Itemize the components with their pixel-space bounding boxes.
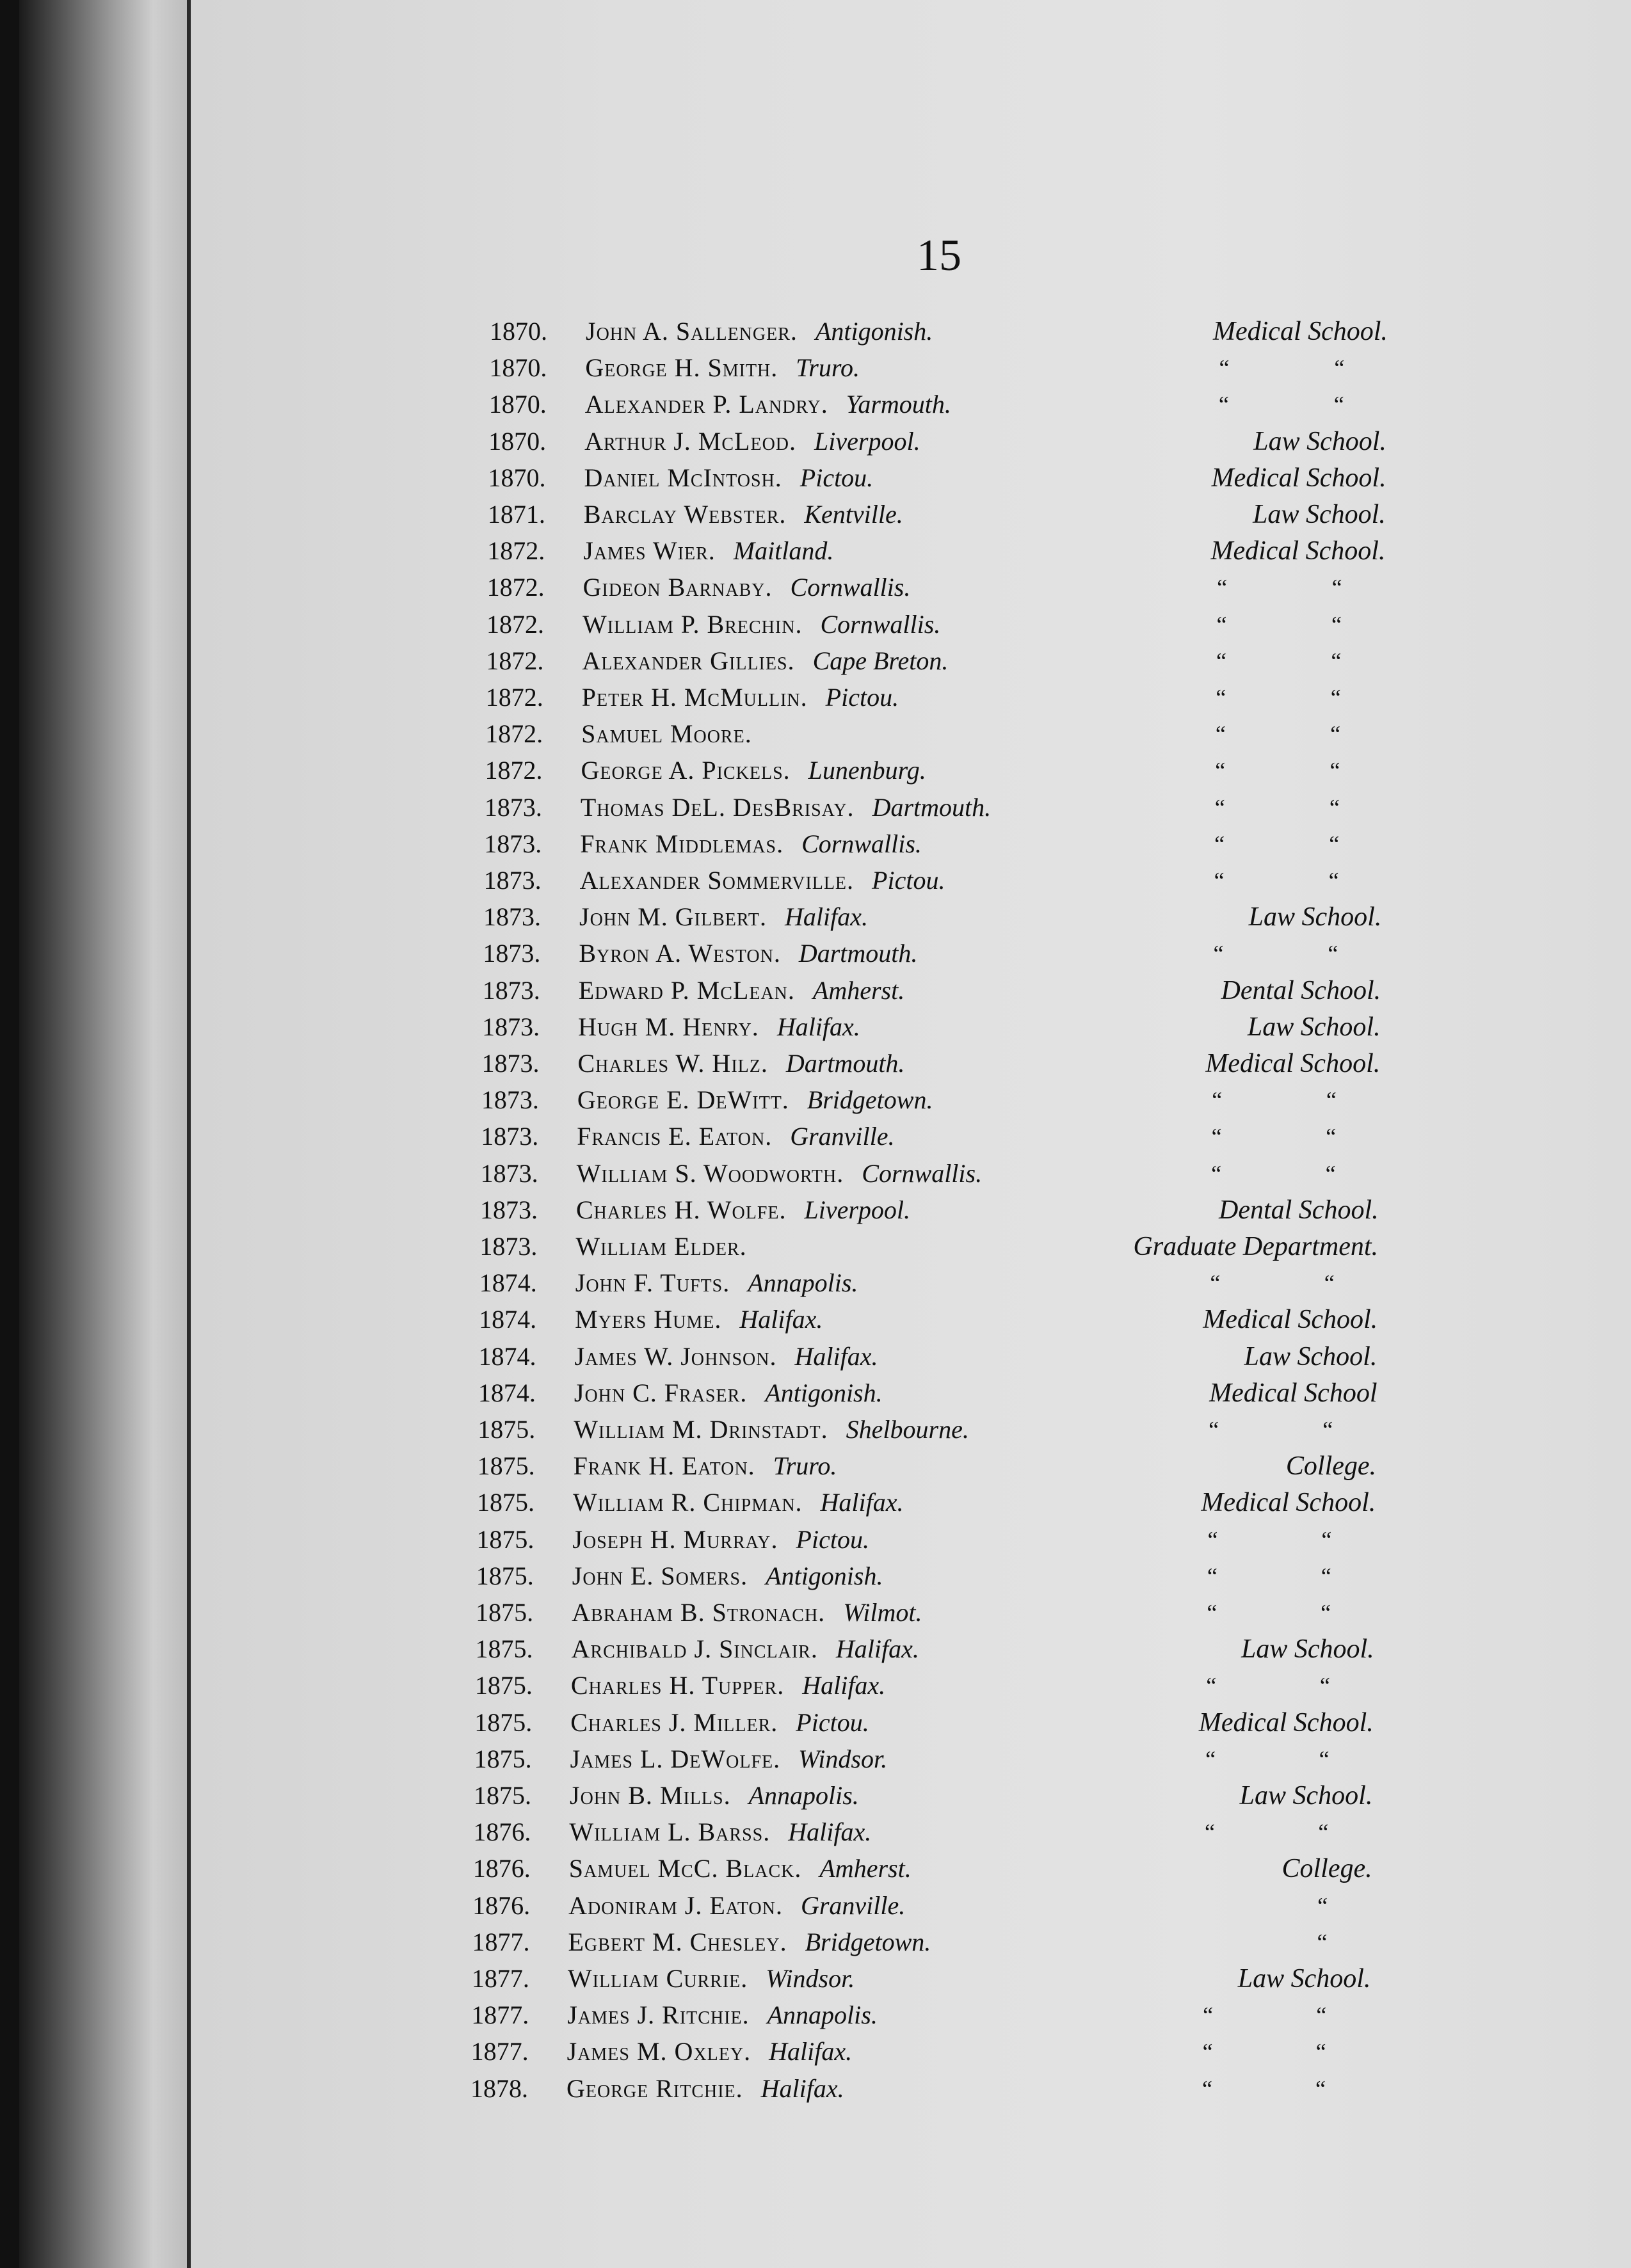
- ditto-mark: “: [1326, 1124, 1337, 1150]
- entry-place: Pictou.: [796, 1524, 869, 1554]
- ditto-mark: “: [1330, 685, 1341, 710]
- list-item: [471, 1997, 1431, 2033]
- ditto-mark: “: [1207, 1563, 1217, 1589]
- entry-year: 1873.: [482, 1012, 540, 1041]
- entry-name: William Currie. Windsor.: [567, 1964, 855, 1993]
- ditto-mark: “: [1321, 1526, 1332, 1553]
- ditto-mark: “: [1322, 1417, 1333, 1442]
- entry-year: 1873.: [481, 1085, 539, 1115]
- list-item: [483, 973, 1443, 1009]
- list-item: [473, 1851, 1433, 1887]
- entry-place: Truro.: [773, 1451, 837, 1481]
- list-item: [472, 1888, 1433, 1924]
- entry-place: Dartmouth.: [785, 1049, 905, 1078]
- entry-name: William R. Chipman. Halifax.: [573, 1488, 904, 1517]
- list-item: [480, 1192, 1440, 1228]
- entry-school: Dental School.: [1221, 975, 1381, 1005]
- list-item: [484, 826, 1444, 862]
- entry-place: Cape Breton.: [812, 646, 949, 675]
- entry-name: James J. Ritchie. Annapolis.: [567, 2000, 878, 2030]
- list-item: [476, 1558, 1436, 1594]
- entry-year: 1874.: [479, 1268, 537, 1298]
- entry-place: Annapolis.: [748, 1781, 859, 1810]
- entry-school: Law School.: [1253, 500, 1386, 529]
- entry-year: 1870.: [488, 390, 547, 419]
- entry-year: 1875.: [476, 1524, 534, 1554]
- entry-place: Granville.: [790, 1122, 895, 1151]
- left-page-edge: [19, 0, 187, 2268]
- ditto-mark: “: [1329, 794, 1340, 820]
- list-item: [478, 1448, 1438, 1484]
- entry-year: 1875.: [476, 1598, 534, 1627]
- entry-name: William L. Barss. Halifax.: [569, 1817, 872, 1847]
- entry-place: Amherst.: [819, 1854, 912, 1883]
- entry-year: 1872.: [485, 756, 543, 785]
- entry-year: 1874.: [479, 1305, 537, 1334]
- ditto-mark: “: [1207, 1600, 1217, 1625]
- entry-place: Liverpool.: [814, 426, 920, 456]
- entry-name: Alexander P. Landry. Yarmouth.: [584, 390, 951, 419]
- entry-name: John F. Tufts. Annapolis.: [575, 1268, 858, 1298]
- entry-year: 1870.: [488, 463, 546, 492]
- ditto-mark: “: [1331, 611, 1342, 637]
- entry-name: Egbert M. Chesley. Bridgetown.: [568, 1927, 931, 1956]
- entry-place: Halifax.: [776, 1012, 860, 1041]
- list-item: [483, 936, 1443, 971]
- entry-year: 1873.: [483, 939, 541, 968]
- entry-name: John B. Mills. Annapolis.: [570, 1781, 859, 1810]
- entry-name: James W. Johnson. Halifax.: [574, 1341, 878, 1371]
- entry-year: 1875.: [476, 1561, 534, 1590]
- entry-place: Halifax.: [788, 1817, 872, 1847]
- list-item: [479, 1265, 1440, 1301]
- entry-name: Barclay Webster. Kentville.: [583, 500, 903, 529]
- entry-year: 1875.: [474, 1671, 533, 1700]
- list-item: [486, 680, 1446, 715]
- ditto-mark: “: [1318, 1819, 1329, 1846]
- entry-place: Maitland.: [733, 536, 834, 566]
- ditto-mark: “: [1321, 1600, 1331, 1625]
- entry-school: Law School.: [1237, 1964, 1371, 1993]
- ditto-mark: “: [1331, 648, 1342, 674]
- entry-place: Halifax.: [739, 1305, 823, 1334]
- entry-place: Halifax.: [760, 2073, 844, 2103]
- list-item: [481, 1156, 1441, 1192]
- entry-name: Joseph H. Murray. Pictou.: [572, 1524, 869, 1554]
- entry-place: Antigonish.: [766, 1561, 883, 1590]
- entry-year: 1873.: [479, 1232, 538, 1261]
- entry-school: Medical School.: [1211, 463, 1386, 493]
- entry-school: Medical School: [1209, 1378, 1378, 1408]
- entry-place: Pictou.: [796, 1707, 869, 1737]
- entry-school: Dental School.: [1219, 1195, 1379, 1225]
- list-item: [479, 1302, 1439, 1338]
- entry-year: 1872.: [485, 719, 543, 749]
- entry-name: Peter H. McMullin. Pictou.: [581, 683, 899, 712]
- entry-place: Halifax.: [769, 2037, 853, 2066]
- ditto-mark: “: [1212, 1087, 1223, 1114]
- entry-school: Medical School.: [1210, 536, 1386, 566]
- entry-year: 1870.: [489, 353, 547, 383]
- entry-year: 1875.: [474, 1744, 532, 1773]
- entry-place: Dartmouth.: [798, 939, 918, 968]
- list-item: [485, 716, 1445, 752]
- entry-school: Law School.: [1239, 1781, 1373, 1810]
- entry-name: Frank Middlemas. Cornwallis.: [580, 829, 922, 858]
- entry-school: Law School.: [1248, 902, 1382, 932]
- entry-year: 1875.: [474, 1781, 531, 1810]
- ditto-mark: “: [1319, 1746, 1330, 1772]
- entry-year: 1874.: [478, 1341, 536, 1371]
- entry-school: Law School.: [1241, 1634, 1374, 1665]
- entry-year: 1877.: [472, 1927, 530, 1956]
- entry-name: William P. Brechin. Cornwallis.: [582, 609, 941, 639]
- list-item: [478, 1375, 1438, 1411]
- entry-year: 1873.: [483, 866, 542, 895]
- ditto-mark: “: [1214, 868, 1225, 893]
- entry-name: Charles J. Miller. Pictou.: [570, 1707, 869, 1737]
- entry-place: Pictou.: [825, 683, 899, 712]
- entry-name: John A. Sallenger. Antigonish.: [586, 317, 933, 346]
- ditto-mark: “: [1328, 868, 1339, 893]
- entry-year: 1872.: [485, 683, 543, 712]
- entry-year: 1870.: [490, 317, 547, 346]
- ditto-mark: “: [1219, 355, 1230, 381]
- list-item: [474, 1705, 1434, 1741]
- entry-school: Medical School.: [1213, 317, 1388, 346]
- entry-place: Halifax.: [794, 1341, 878, 1371]
- entry-place: Halifax.: [820, 1488, 904, 1517]
- entry-school: Medical School.: [1201, 1488, 1376, 1518]
- entry-name: William Elder.: [575, 1232, 747, 1261]
- ditto-mark: “: [1214, 794, 1225, 820]
- entry-place: Wilmot.: [843, 1598, 922, 1627]
- entry-year: 1875.: [474, 1707, 533, 1737]
- entry-place: Shelbourne.: [846, 1415, 969, 1444]
- list-item: [486, 643, 1446, 679]
- list-item: [489, 350, 1449, 386]
- entry-year: 1873.: [480, 1195, 538, 1224]
- entry-place: Granville.: [800, 1890, 906, 1920]
- entry-place: Kentville.: [804, 500, 903, 529]
- entry-name: Byron A. Weston. Dartmouth.: [579, 939, 918, 968]
- list-item: [472, 1961, 1432, 1997]
- entry-year: 1873.: [482, 975, 540, 1005]
- ditto-mark: “: [1217, 575, 1228, 601]
- list-item: [488, 497, 1448, 532]
- entry-name: James M. Oxley. Halifax.: [566, 2037, 853, 2066]
- ditto-mark: “: [1324, 1270, 1335, 1297]
- ditto-mark: “: [1203, 2002, 1214, 2029]
- entry-place: Cornwallis.: [820, 609, 941, 639]
- entry-year: 1876.: [472, 1890, 531, 1920]
- entry-year: 1872.: [486, 609, 544, 639]
- list-item: [472, 1924, 1433, 1960]
- ditto-mark: “: [1218, 392, 1229, 418]
- entry-name: George A. Pickels. Lunenburg.: [581, 756, 926, 785]
- entry-year: 1870.: [488, 426, 547, 456]
- entry-name: John E. Somers. Antigonish.: [572, 1561, 883, 1590]
- entry-place: Yarmouth.: [846, 390, 951, 419]
- ditto-mark: “: [1329, 831, 1340, 857]
- entry-place: Lunenburg.: [808, 756, 926, 785]
- entry-year: 1876.: [473, 1817, 531, 1847]
- list-item: [479, 1229, 1440, 1265]
- entry-name: George Ritchie. Halifax.: [566, 2073, 844, 2103]
- ditto-mark: “: [1216, 611, 1227, 637]
- ditto-mark: “: [1325, 1160, 1336, 1186]
- list-item: [487, 533, 1447, 569]
- entry-name: Gideon Barnaby. Cornwallis.: [582, 573, 911, 602]
- entry-year: 1875.: [477, 1488, 534, 1517]
- entry-name: Charles H. Wolfe. Liverpool.: [576, 1195, 911, 1224]
- entry-place: Annapolis.: [767, 2000, 878, 2030]
- entry-year: 1877.: [470, 2037, 529, 2066]
- list-item: [479, 1339, 1439, 1375]
- entry-name: George E. DeWitt. Bridgetown.: [577, 1085, 933, 1115]
- list-item: [470, 2071, 1431, 2107]
- ditto-mark: “: [1328, 941, 1338, 967]
- entry-year: 1875.: [475, 1634, 533, 1664]
- list-item: [487, 570, 1447, 605]
- ditto-mark: “: [1210, 1270, 1221, 1297]
- entry-place: Truro.: [796, 353, 860, 383]
- entry-place: Pictou.: [799, 463, 874, 492]
- entry-year: 1873.: [480, 1158, 538, 1188]
- list-item: [484, 863, 1444, 898]
- ditto-mark: “: [1333, 392, 1344, 418]
- list-item: [488, 424, 1449, 459]
- entry-year: 1873.: [484, 829, 542, 858]
- list-item: [476, 1631, 1436, 1667]
- entry-school: Law School.: [1247, 1012, 1381, 1042]
- list-item: [477, 1485, 1437, 1521]
- entry-name: Adoniram J. Eaton. Granville.: [568, 1890, 906, 1920]
- list-item: [474, 1741, 1434, 1777]
- entry-name: Charles H. Tupper. Halifax.: [570, 1671, 886, 1700]
- entry-year: 1871.: [487, 500, 545, 529]
- entry-name: William M. Drinstadt. Shelbourne.: [574, 1415, 969, 1444]
- entry-place: Cornwallis.: [790, 573, 911, 602]
- ditto-mark: “: [1211, 1160, 1222, 1186]
- entry-place: Halifax.: [835, 1634, 919, 1664]
- list-item: [488, 460, 1449, 496]
- ditto-mark: “: [1316, 2002, 1327, 2029]
- entry-name: Charles W. Hilz. Dartmouth.: [577, 1049, 905, 1078]
- entry-place: Pictou.: [872, 866, 945, 895]
- ditto-mark: “: [1202, 2039, 1213, 2065]
- entry-place: Dartmouth.: [872, 792, 992, 822]
- list-item: [482, 1009, 1442, 1045]
- entry-place: Windsor.: [766, 1964, 855, 1993]
- entry-year: 1873.: [481, 1122, 539, 1151]
- entry-school: Medical School.: [1203, 1305, 1378, 1335]
- entry-year: 1877.: [471, 1964, 529, 1993]
- entry-place: Bridgetown.: [805, 1927, 931, 1956]
- entry-place: Annapolis.: [748, 1268, 858, 1298]
- entry-place: Antigonish.: [815, 317, 933, 346]
- list-item: [483, 899, 1443, 935]
- entry-place: Cornwallis.: [862, 1158, 983, 1188]
- list-item: [473, 1814, 1433, 1850]
- entry-year: 1872.: [486, 646, 544, 675]
- entry-place: Amherst.: [812, 975, 905, 1005]
- entry-year: 1873.: [483, 902, 541, 932]
- entry-name: John M. Gilbert. Halifax.: [579, 902, 868, 932]
- entry-place: Windsor.: [798, 1744, 888, 1773]
- entry-year: 1873.: [481, 1049, 540, 1078]
- ditto-mark: “: [1319, 1673, 1330, 1699]
- entry-name: Arthur J. McLeod. Liverpool.: [584, 426, 920, 456]
- entry-name: James Wier. Maitland.: [583, 536, 834, 566]
- entry-place: Bridgetown.: [807, 1085, 933, 1115]
- list-item: [471, 2034, 1431, 2070]
- entry-year: 1872.: [487, 536, 545, 566]
- list-item: [489, 387, 1449, 422]
- entry-school: Law School.: [1253, 426, 1386, 456]
- entry-name: Alexander Gillies. Cape Breton.: [582, 646, 949, 675]
- ditto-mark: “: [1215, 758, 1226, 784]
- ditto-mark: “: [1326, 1087, 1337, 1114]
- ditto-mark: “: [1209, 1417, 1219, 1442]
- entry-place: Halifax.: [785, 902, 868, 932]
- entry-name: Thomas DeL. DesBrisay. Dartmouth.: [580, 792, 992, 822]
- entry-name: Hugh M. Henry. Halifax.: [578, 1012, 860, 1041]
- entry-place: Liverpool.: [804, 1195, 911, 1224]
- ditto-mark: “: [1202, 2075, 1212, 2102]
- ditto-mark: “: [1215, 721, 1226, 747]
- list-item: [485, 790, 1445, 826]
- entry-name: William S. Woodworth. Cornwallis.: [576, 1158, 983, 1188]
- entry-school: Law School.: [1244, 1341, 1378, 1371]
- ditto-mark: “: [1334, 355, 1345, 381]
- entry-year: 1878.: [470, 2073, 528, 2103]
- page-number: 15: [917, 231, 961, 280]
- list-item: [476, 1595, 1436, 1631]
- ditto-mark: “: [1206, 1673, 1217, 1699]
- entry-place: Antigonish.: [765, 1378, 883, 1407]
- list-item: [486, 607, 1447, 643]
- list-item: [482, 1046, 1442, 1082]
- ditto-mark: “: [1330, 721, 1341, 747]
- ditto-mark: “: [1317, 1929, 1328, 1955]
- entry-name: Samuel Moore.: [581, 719, 752, 749]
- ditto-mark: “: [1331, 575, 1342, 601]
- entry-year: 1876.: [472, 1854, 531, 1883]
- entry-place: Cornwallis.: [801, 829, 922, 858]
- ditto-mark: “: [1204, 1819, 1215, 1846]
- ditto-mark: “: [1315, 2075, 1326, 2102]
- ditto-mark: “: [1330, 758, 1340, 784]
- entry-name: Archibald J. Sinclair. Halifax.: [571, 1634, 919, 1664]
- entry-school: Graduate Department.: [1133, 1232, 1379, 1261]
- list-item: [474, 1778, 1434, 1814]
- ditto-mark: “: [1317, 1892, 1328, 1919]
- entry-name: Frank H. Eaton. Truro.: [573, 1451, 837, 1481]
- entry-place: Halifax.: [802, 1671, 886, 1700]
- ditto-mark: “: [1216, 685, 1226, 710]
- list-item: [478, 1412, 1438, 1448]
- ditto-mark: “: [1216, 648, 1226, 674]
- list-item: [485, 753, 1445, 788]
- ditto-mark: “: [1211, 1124, 1222, 1150]
- entry-year: 1873.: [484, 792, 542, 822]
- entry-year: 1874.: [478, 1378, 536, 1407]
- entry-name: James L. DeWolfe. Windsor.: [570, 1744, 888, 1773]
- entry-school: Medical School.: [1198, 1707, 1374, 1737]
- entry-name: Edward P. McLean. Amherst.: [578, 975, 905, 1005]
- entry-name: John C. Fraser. Antigonish.: [574, 1378, 883, 1407]
- entry-year: 1877.: [471, 2000, 529, 2030]
- entry-year: 1872.: [486, 573, 545, 602]
- list-item: [481, 1119, 1441, 1154]
- list-item: [490, 314, 1450, 349]
- ditto-mark: “: [1315, 2039, 1326, 2065]
- ditto-mark: “: [1213, 941, 1224, 967]
- entry-name: Myers Hume. Halifax.: [575, 1305, 823, 1334]
- entry-year: 1875.: [478, 1415, 536, 1444]
- list-item: [475, 1668, 1435, 1704]
- list-item: [476, 1522, 1436, 1558]
- entry-school: College.: [1282, 1854, 1372, 1884]
- ditto-mark: “: [1214, 831, 1225, 857]
- list-item: [481, 1082, 1442, 1118]
- entry-name: Daniel McIntosh. Pictou.: [584, 463, 874, 492]
- entry-name: Abraham B. Stronach. Wilmot.: [572, 1598, 922, 1627]
- entry-name: George H. Smith. Truro.: [585, 353, 860, 383]
- entry-year: 1875.: [477, 1451, 535, 1481]
- entry-school: Medical School.: [1205, 1049, 1381, 1078]
- entry-name: Samuel McC. Black. Amherst.: [568, 1854, 912, 1883]
- ditto-mark: “: [1205, 1746, 1216, 1772]
- entry-name: Alexander Sommerville. Pictou.: [579, 866, 945, 895]
- ditto-mark: “: [1321, 1563, 1331, 1589]
- entry-school: College.: [1285, 1451, 1377, 1481]
- entry-name: Francis E. Eaton. Granville.: [577, 1122, 895, 1151]
- ditto-mark: “: [1207, 1526, 1218, 1553]
